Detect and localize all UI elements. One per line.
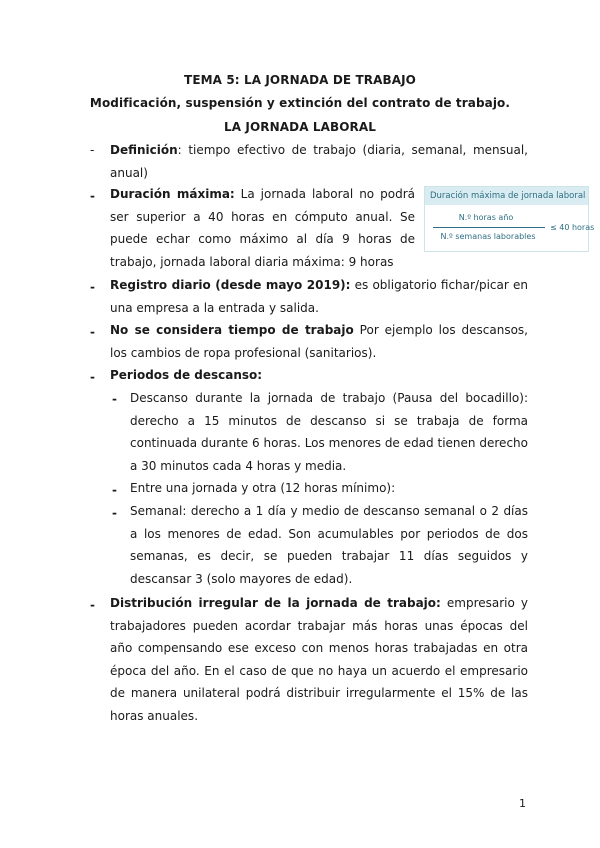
page-number: 1 — [519, 797, 526, 810]
item-definicion — [110, 139, 528, 184]
bullet-duracion: - — [90, 189, 95, 203]
item-duracion-text: La jornada laboral no podrá ser superior a 40 horas en cómputo anual. Se puede echar como máximo al día 9 horas de trabajo, jornada laboral diaria máxima: 9 horas — [110, 187, 415, 269]
formula-result: ≤ 40 horas — [550, 223, 595, 232]
item-periodos-label: Periodos de descanso: — [110, 368, 263, 382]
item-periodos — [110, 364, 528, 387]
bullet-distribucion: - — [90, 598, 95, 612]
item-no-considera — [110, 319, 528, 364]
item-duracion-label: Duración máxima: — [110, 187, 235, 201]
bullet-registro: - — [90, 280, 95, 294]
sub-item-descanso-jornada: Descanso durante la jornada de trabajo (Pausa del bocadillo): derecho a 15 minutos de descanso si se trabaja de forma continuada durante 6 horas. Los menores de edad tienen derecho a 30 minutos cada 4 horas y media. — [130, 391, 528, 473]
item-registro-label: Registro diario (desde mayo 2019): — [110, 278, 351, 292]
formula-numerator: N.º horas año — [458, 213, 514, 222]
item-registro-text: es obligatorio fichar/picar en una empresa a la entrada y salida. — [110, 278, 528, 315]
fraction-line — [433, 227, 545, 228]
document-subtitle: Modificación, suspensión y extinción del contrato de trabajo. — [89, 96, 511, 110]
item-distribucion — [110, 592, 528, 727]
sub-bullet: - — [112, 506, 117, 520]
item-registro — [110, 274, 528, 319]
item-distribucion-label: Distribución irregular de la jornada de trabajo: — [110, 596, 441, 610]
item-definicion-text: : tiempo efectivo de trabajo (diaria, semanal, mensual, anual) — [110, 143, 528, 180]
item-definicion-label: Definición — [110, 143, 178, 157]
item-no-considera-label: No se considera tiempo de trabajo — [110, 323, 354, 337]
sub-item-entre-jornadas: Entre una jornada y otra (12 horas mínimo): — [130, 481, 396, 495]
item-distribucion-text: empresario y trabajadores pueden acordar trabajar más horas unas épocas del año compensando ese exceso con menos horas trabajadas en otra época del año. En el caso de que no haya un acuerdo el empresario de manera unilateral podrá distribuir irregularmente el 15% de las horas anuales. — [110, 596, 529, 723]
item-duracion — [110, 183, 415, 273]
bullet-periodos: - — [90, 370, 95, 384]
bullet-no-considera: - — [90, 325, 95, 339]
sub-bullet: - — [112, 392, 117, 406]
sub-item-semanal: Semanal: derecho a 1 día y medio de descanso semanal o 2 días a los menores de edad. Son acumulables por periodos de dos semanas, es decir, se pueden trabajar 11 días seguidos y descansar 3 (solo mayores de edad). — [130, 504, 528, 586]
section-title: LA JORNADA LABORAL — [223, 120, 377, 134]
formula-box — [424, 186, 595, 252]
item-no-considera-text: Por ejemplo los descansos, los cambios de ropa profesional (sanitarios). — [110, 323, 528, 360]
formula-denominator: N.º semanas laborables — [440, 232, 536, 241]
bullet-definicion: - — [90, 143, 95, 157]
formula-box-header: Duración máxima de jornada laboral — [425, 187, 588, 205]
document-title: TEMA 5: LA JORNADA DE TRABAJO — [184, 73, 416, 87]
sub-bullet: - — [112, 483, 117, 497]
